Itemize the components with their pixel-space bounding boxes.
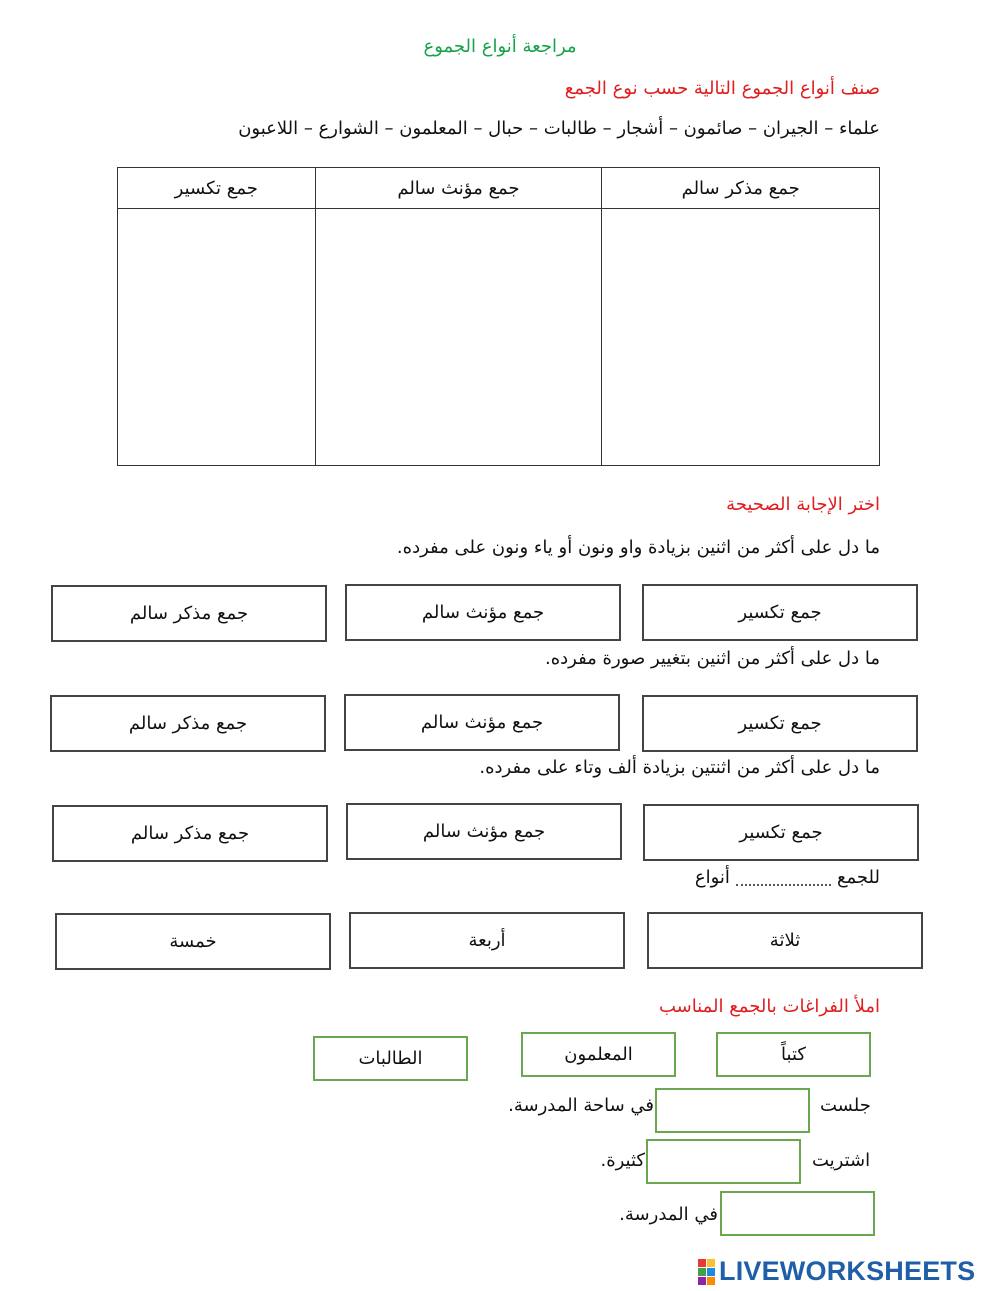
q4-option-four[interactable]: أربعة [349,912,625,969]
q1-option-feminine[interactable]: جمع مؤنث سالم [345,584,621,641]
col-header-masculine: جمع مذكر سالم [602,168,880,209]
q4-option-five[interactable]: خمسة [55,913,331,970]
sentence-3-blank[interactable] [720,1191,875,1236]
q1-option-masculine[interactable]: جمع مذكر سالم [51,585,327,642]
question-3-text: ما دل على أكثر من اثنتين بزيادة ألف وتاء على مفرده. [479,757,880,778]
q3-option-broken[interactable]: جمع تكسير [643,804,919,861]
sentence-1-before: جلست [820,1095,871,1116]
q2-option-masculine[interactable]: جمع مذكر سالم [50,695,326,752]
word-bank-kutuban[interactable]: كتباً [716,1032,871,1077]
q4-text-after: أنواع [694,867,730,888]
word-bank-teachers[interactable]: المعلمون [521,1032,676,1077]
question-1-text: ما دل على أكثر من اثنين بزيادة واو ونون أو ياء ونون على مفرده. [396,537,880,558]
question-4-text [695,867,880,888]
drop-zone-feminine[interactable] [315,209,602,466]
sentence-2-after: كثيرة. [600,1150,645,1171]
section3-heading: املأ الفراغات بالجمع المناسب [658,996,880,1017]
q3-option-masculine[interactable]: جمع مذكر سالم [52,805,328,862]
section1-heading: صنف أنواع الجموع التالية حسب نوع الجمع [564,78,880,99]
logo-text: LIVEWORKSHEETS [719,1256,976,1286]
q4-blank [736,870,831,886]
worksheet-title: مراجعة أنواع الجموع [423,36,577,57]
section2-heading: اختر الإجابة الصحيحة [726,494,880,515]
q4-option-three[interactable]: ثلاثة [647,912,923,969]
q3-option-feminine[interactable]: جمع مؤنث سالم [346,803,622,860]
words-list: علماء – الجيران – صائمون – أشجار – طالبات – حبال – المعلمون – الشوارع – اللاعبون [238,118,880,139]
sentence-2-before: اشتريت [812,1150,871,1171]
sentence-1-blank[interactable] [655,1088,810,1133]
liveworksheets-logo [698,1256,975,1287]
q2-option-broken[interactable]: جمع تكسير [642,695,918,752]
word-bank-students[interactable]: الطالبات [313,1036,468,1081]
q2-option-feminine[interactable]: جمع مؤنث سالم [344,694,620,751]
col-header-feminine: جمع مؤنث سالم [315,168,602,209]
sentence-3-after: في المدرسة. [619,1204,718,1225]
q4-text-before: للجمع [836,867,880,888]
q1-option-broken[interactable]: جمع تكسير [642,584,918,641]
drop-zone-masculine[interactable] [602,209,880,466]
drop-zone-broken[interactable] [118,209,316,466]
sentence-2-blank[interactable] [646,1139,801,1184]
logo-mark-icon [698,1259,715,1285]
classification-table [117,167,880,466]
question-2-text: ما دل على أكثر من اثنين بتغيير صورة مفرده. [544,648,880,669]
col-header-broken: جمع تكسير [118,168,316,209]
sentence-1-after: في ساحة المدرسة. [508,1095,654,1116]
